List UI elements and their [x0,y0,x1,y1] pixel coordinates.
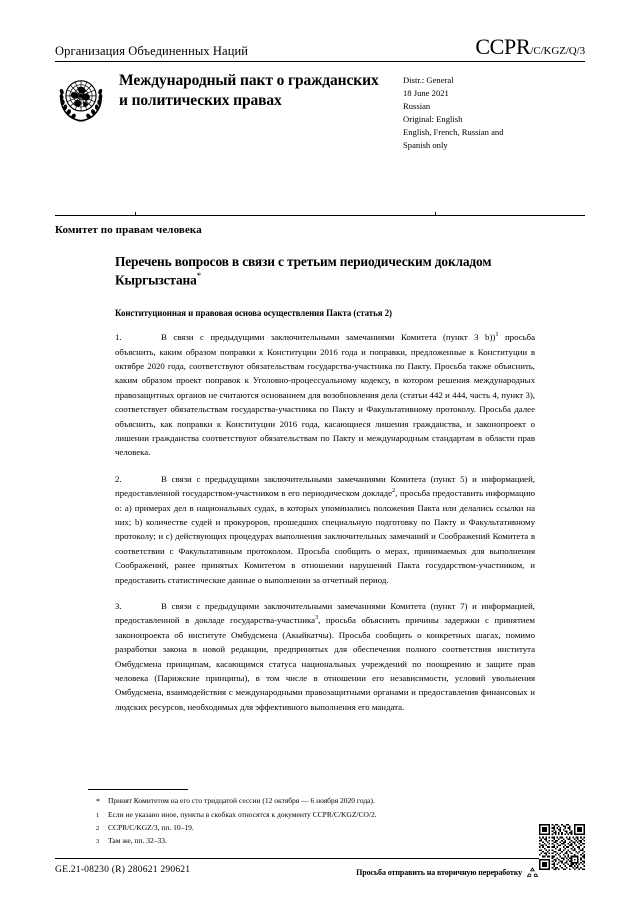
distribution-block [403,71,504,152]
footnote-mark: 1 [96,811,100,819]
un-emblem-icon [55,73,107,125]
footnote-mark: 2 [96,824,100,832]
document-content [115,253,535,726]
paragraph-text-part1: В связи с предыдущими заключительными замечаниями Комитета (пункт 7) и информацией, предоставленной в докладе государства-участника [115,601,535,626]
footnote-item [96,835,536,848]
organization-name: Организация Объединенных Наций [55,43,249,58]
organization-row [55,30,585,58]
distribution-date: 18 June 2021 [403,88,449,99]
footnotes-list [96,795,536,847]
distribution-languages-line1: English, French, Russian and [403,127,504,138]
page-title-text: Перечень вопросов в связи с третьим периодическим докладом Кыргызстана [115,254,492,288]
paragraph-3 [115,599,535,714]
paragraph-1 [115,330,535,460]
footnote-mark: 3 [96,837,100,845]
committee-name: Комитет по правам человека [55,224,202,236]
paragraph-text-part2: просьба объяснить, каким образом поправки к Конституции 2016 года и поправки, предложенные к Конституции в октябре 2020 года, соответствуют обязательствам государства-участника по Пакту. Просьба также объяснить, каким образом проект поправок к Уголовно-процессуальному кодексу, в котором решения международных правозащитных органов не считаются основанием для возобновления дела (статьи 442 и 444, часть 4, пункт 3), соответствует обязательствам государства-участника по Пакту и Факультативному протоколу. Просьба далее объяснить, как поправки к Конституции 2016 года, касающиеся лишения гражданства, и законопроект о лишении гражданства соответствуют обязательствам по Пакту и международным стандартам в области прав человека. [115,332,535,458]
paragraph-number: 2. [115,473,122,484]
job-number: GE.21-08230 (R) 280621 290621 [55,864,191,875]
paragraph-text-part1: В связи с предыдущими заключительными замечаниями Комитета (пункт 3 b)) [161,332,496,343]
paragraph-text-part1: В связи с предыдущими заключительными замечаниями Комитета (пункт 5) и информацией, предоставленной государством-участником в его периодическом докладе [115,473,535,499]
document-symbol-main: CCPR [475,34,531,59]
footnote-ref-2: 2 [392,487,396,495]
footnote-item [96,822,536,835]
footnote-text: Если не указано иное, пункты в скобках относятся к документу CCPR/C/KGZ/CO/2. [108,809,377,819]
paragraph-text-part2: , просьба объяснить причины задержки с принятием законопроекта об институте Омбудсмена (Акыйкатчы). Просьба сообщить о конкретных шагах, помимо разработки закона в новой редакции, предпринятых для обеспечения полного соответствия института Омбудсмена принципам, касающимся статуса национальных учреждений по поощрению и защите прав человека (Парижские принципы), в том числе в отношении его независимости, условий увольнения Омбудсмена, взаимодействия с международными правозащитными органами и предоставления финансовых и людских ресурсов, необходимых для эффективного выполнения его мандата. [115,615,535,712]
paragraph-number: 1. [115,332,122,343]
page-title [115,253,535,289]
covenant-block [55,71,585,152]
distribution-languages-line2: Spanish only [403,140,448,151]
paragraph-text-part2: , просьба предоставить информацию о: a) примерах дел в национальных судах, в которых упоминались положения Пакта или делались ссылки на них; b) количестве судей и прокуроров, прошедших специальную подготовку по Пакту и Факультативному протоколу; и c) действующих процедурах выполнения заключительных замечаний и Соображений Комитета в соответствии с Факультативным протоколом. Просьба сообщить о мерах, принимаемых для выполнения Соображений, ранее принятых Комитетом в отношении нарушений Пакта государством-участником, и предоставить статистические данные о выполнении за отчетный период. [115,488,535,585]
header-bottom-divider [55,215,585,216]
footnote-ref-3: 3 [315,614,319,622]
distribution-language: Russian [403,101,431,112]
footnote-ref-1: 1 [495,331,499,339]
paragraph-2 [115,472,535,587]
section-heading: Конституционная и правовая основа осуществления Пакта (статья 2) [115,308,392,319]
footnote-text: CCPR/C/KGZ/3, пп. 10–19. [108,822,194,832]
page-title-footnote-mark: * [196,270,202,281]
document-symbol-suffix: /C/KGZ/Q/3 [530,45,585,57]
footnote-text: Принят Комитетом на его сто тридцатой сессии (12 октября — 6 ноября 2020 года). [108,796,375,805]
footnote-mark: * [96,797,100,806]
footnote-item [96,809,536,822]
paragraph-number: 3. [115,601,122,612]
document-symbol [475,36,585,58]
masthead [55,30,585,152]
recycle-notice-text: Просьба отправить на вторичную переработку [356,868,522,877]
qr-code-icon [539,824,585,870]
footnote-item [96,795,536,809]
distribution-type: Distr.: General [403,75,454,85]
footnote-separator [88,789,188,790]
distribution-original: Original: English [403,114,463,125]
recycle-icon [526,866,539,879]
masthead-divider [55,61,585,62]
footer-divider [55,858,585,859]
page-footer [55,864,585,879]
covenant-title: Международный пакт о гражданских и политических правах [119,72,379,109]
footnote-text: Там же, пп. 32–33. [108,835,167,845]
recycle-notice [356,866,539,879]
